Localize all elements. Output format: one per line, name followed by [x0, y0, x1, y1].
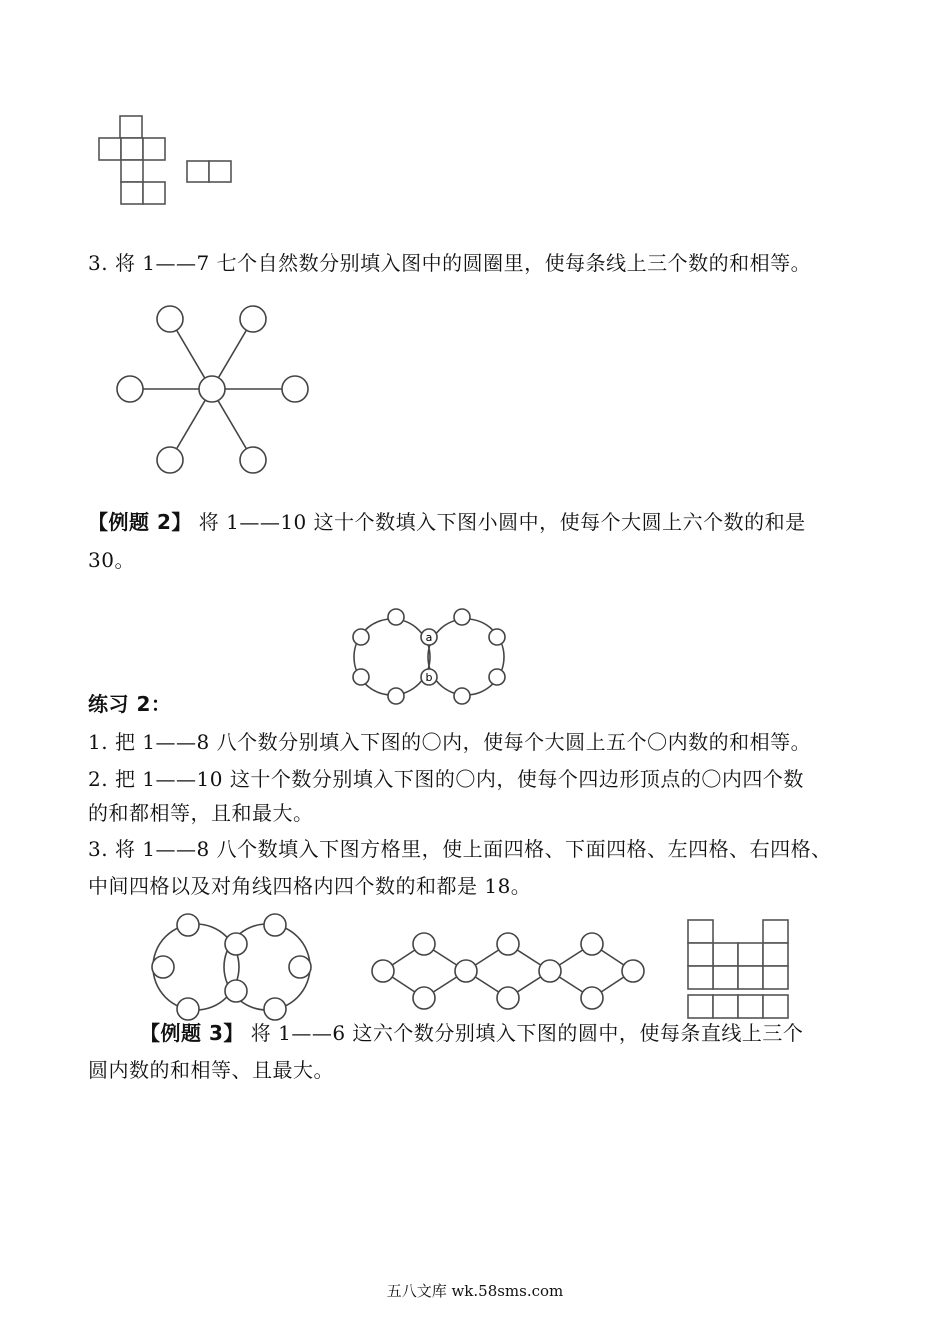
practice-2-item-2-line1: 2. 把 1——10 这十个数分别填入下图的〇内，使每个四边形顶点的〇内四个数	[88, 767, 804, 791]
example-3-line2: 圆内数的和相等、且最大。	[88, 1058, 334, 1082]
example-2-line2: 30。	[88, 548, 135, 572]
example-3-label: 【例题 3】	[140, 1021, 244, 1045]
practice-2-item-1: 1. 把 1——8 八个数分别填入下图的〇内，使每个大圆上五个〇内数的和相等。	[88, 730, 812, 754]
example-3-line1	[140, 1018, 803, 1048]
footer-watermark: 五八文库 wk.58sms.com	[386, 1282, 564, 1300]
practice-2-item-3-line1: 3. 将 1——8 八个数填入下图方格里，使上面四格、下面四格、左四格、右四格、	[88, 837, 832, 861]
practice-2-item-3-line2: 中间四格以及对角线四格内四个数的和都是 18。	[88, 874, 532, 898]
practice-2-item-2-line2: 的和都相等，且和最大。	[88, 801, 314, 825]
practice-fig-two-circles	[152, 914, 311, 1020]
question-3-text: 3. 将 1——7 七个自然数分别填入图中的圆圈里，使每条线上三个数的和相等。	[88, 251, 812, 275]
example-2-label: 【例题 2】	[88, 510, 192, 534]
example-3-text: 将 1——6 这六个数分别填入下图的圆中，使每条直线上三个	[250, 1021, 804, 1045]
example-2-text: 将 1——10 这十个数填入下图小圆中，使每个大圆上六个数的和是	[198, 510, 806, 534]
practice-2-title: 练习 2：	[88, 692, 172, 716]
circle-b-label: b	[425, 671, 433, 684]
circle-a-label: a	[425, 631, 433, 644]
practice-fig-diamond-chain	[372, 933, 644, 1009]
practice-fig-h-grid	[688, 920, 788, 1018]
